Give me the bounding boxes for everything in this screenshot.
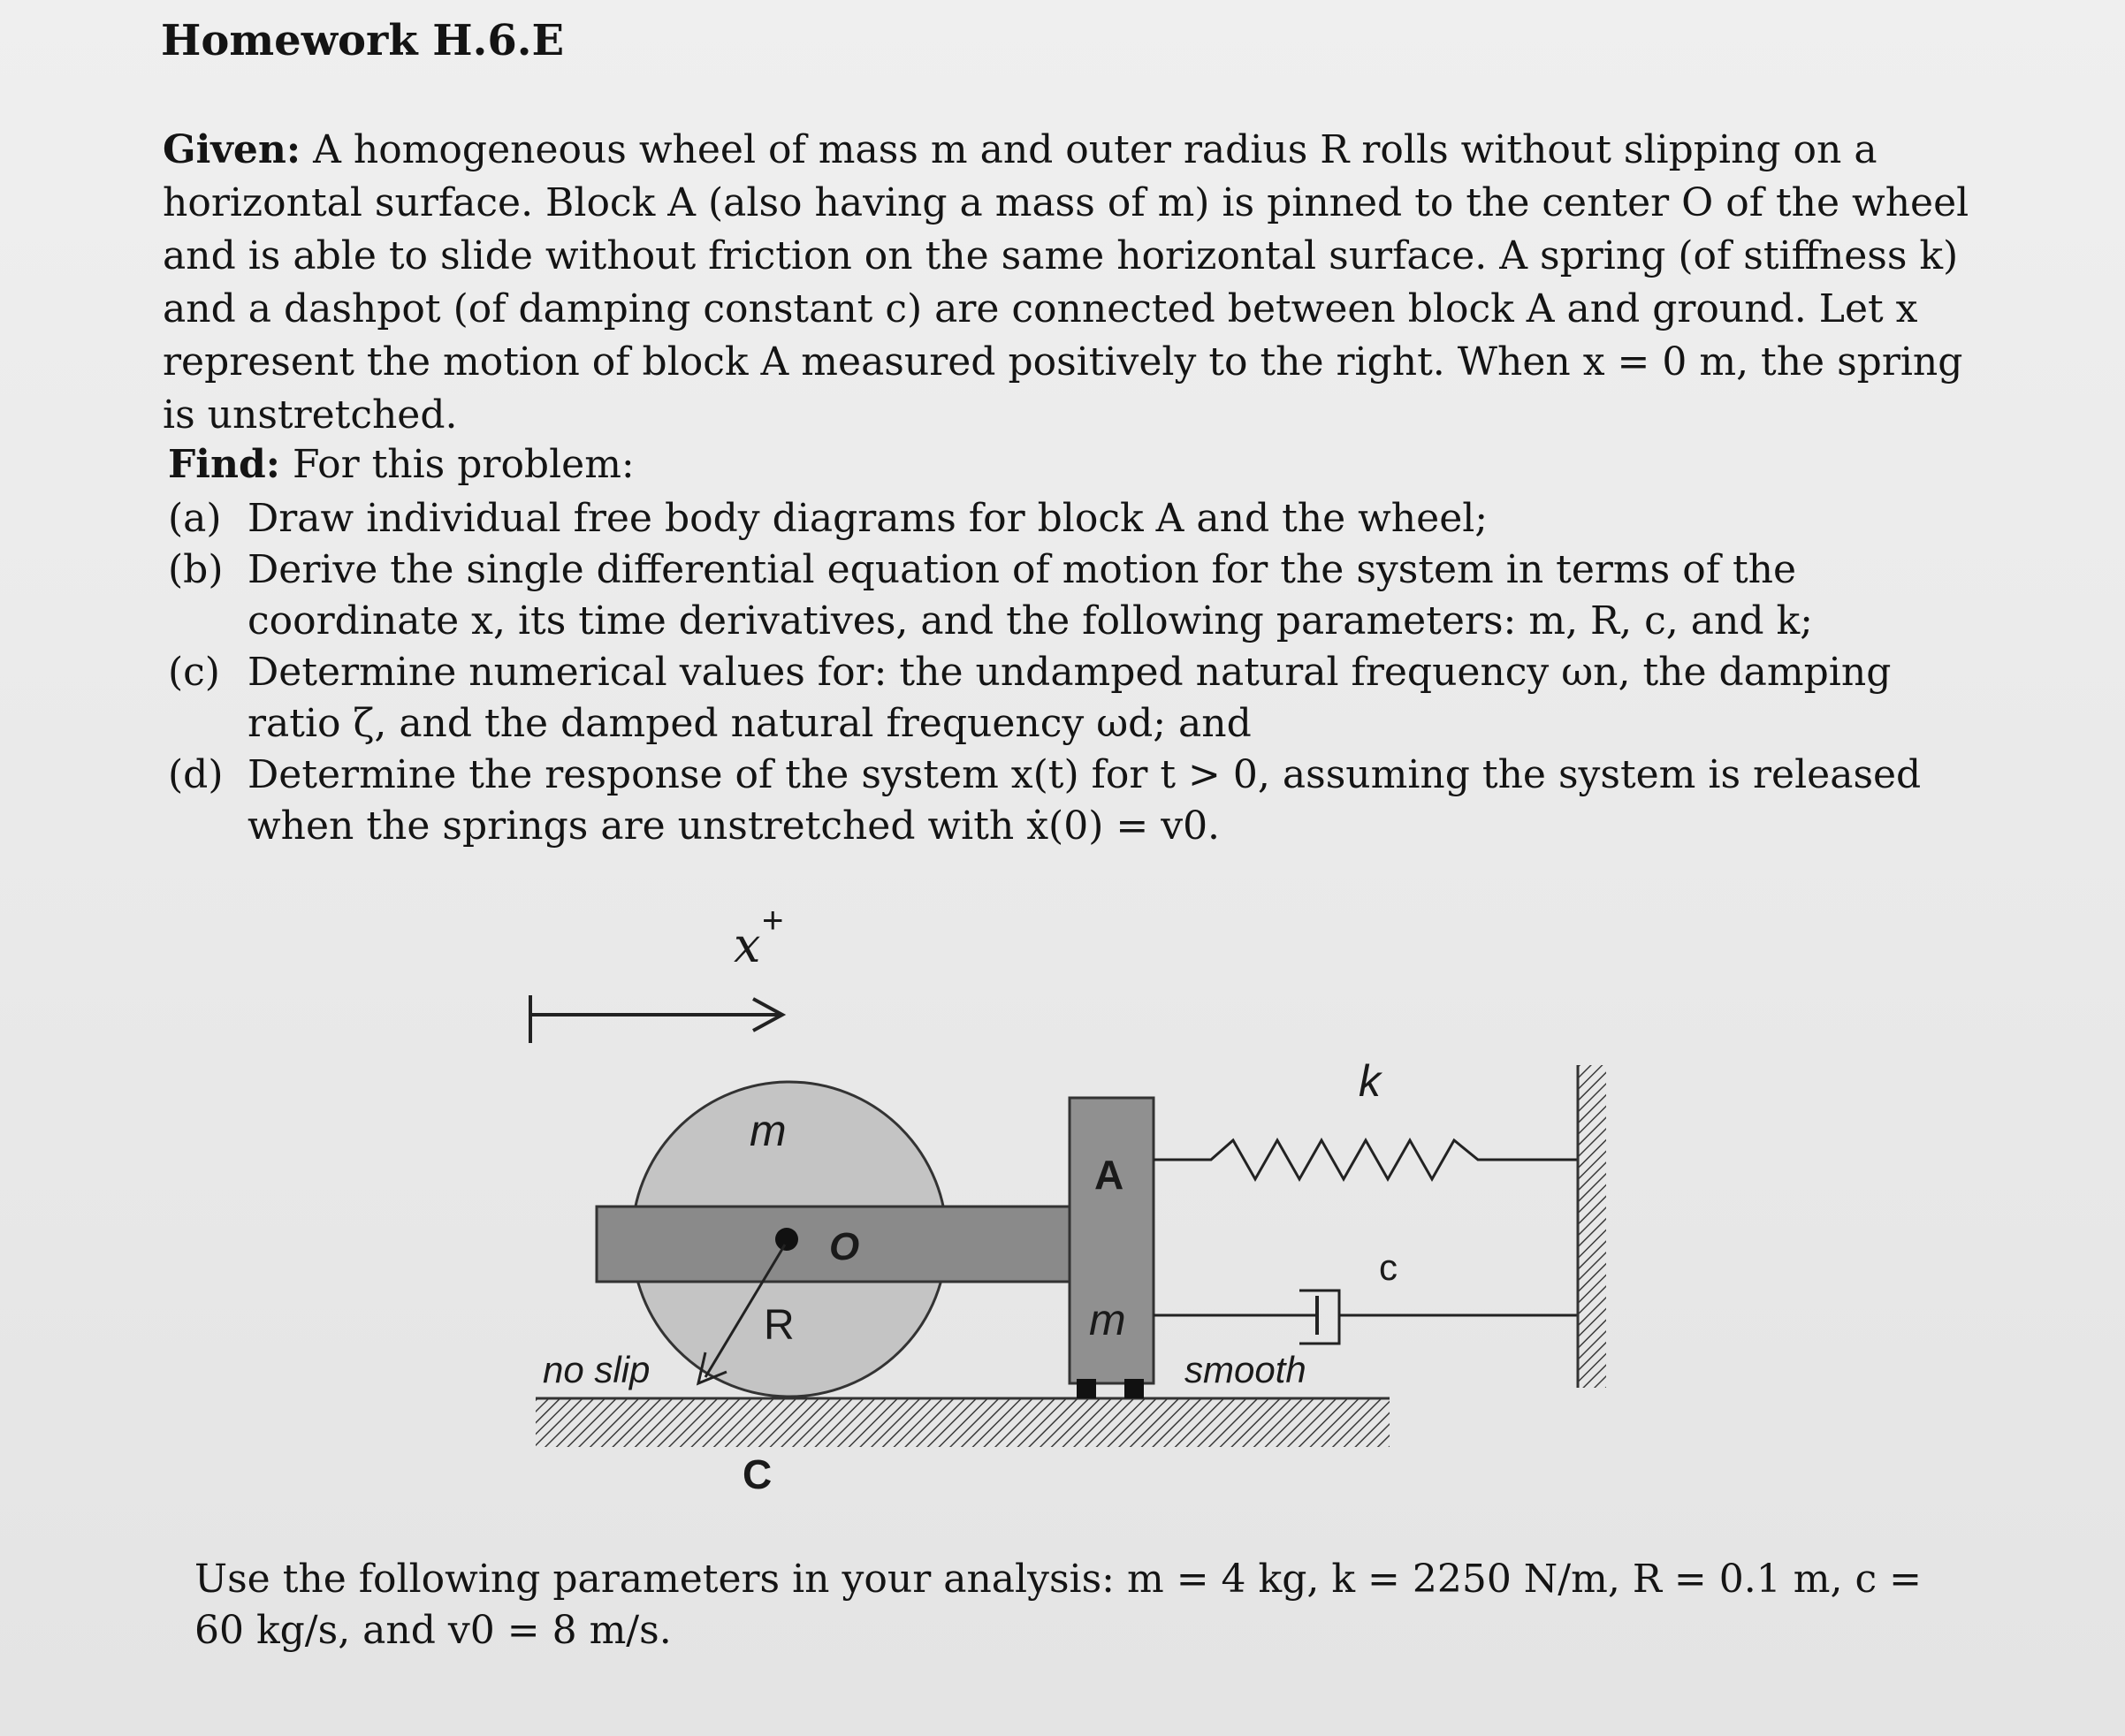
center-label: O xyxy=(829,1225,860,1268)
spring-label: k xyxy=(1359,1056,1381,1106)
find-item-label: (c) xyxy=(168,650,220,695)
page-title: Homework H.6.E xyxy=(161,16,565,65)
wheel-mass-label: m xyxy=(750,1106,787,1155)
x-label: x xyxy=(734,917,761,973)
block-a-label: A xyxy=(1094,1152,1124,1198)
find-item-text: Draw individual free body diagrams for block A and the wheel; xyxy=(248,496,1489,541)
block-mass-label: m xyxy=(1089,1295,1126,1344)
given-text: A homogeneous wheel of mass m and outer radius R rolls without slipping on a horizontal surface. Block A (also having a mass of m) is pinned to the center O of the wheel and is able to slide without friction on the same horizontal surface. A spring (of stiffness k) and a dashpot (of damping constant c) are connected between block A and ground. Let x represent the motion of block A measured positively to the right. When x = 0 m, the spring is unstretched. xyxy=(163,127,1969,438)
find-item-label: (b) xyxy=(168,547,224,592)
x-plus-label: + xyxy=(762,899,784,940)
ground-hatch xyxy=(536,1398,1390,1447)
find-label: Find: xyxy=(168,442,280,487)
find-item-label: (d) xyxy=(168,752,224,797)
find-item-text: Derive the single differential equation of motion for the system in terms of the coordinate x, its time derivatives, and the following parameters: m, R, c, and k; xyxy=(248,547,1813,643)
wall-hatch xyxy=(1578,1065,1606,1388)
given-label: Given: xyxy=(163,127,301,172)
no-slip-label: no slip xyxy=(543,1349,651,1390)
radius-label: R xyxy=(764,1302,795,1349)
block-roller-left xyxy=(1077,1379,1096,1398)
find-item-label: (a) xyxy=(168,496,222,541)
spring xyxy=(1154,1140,1578,1179)
find-item-text: Determine numerical values for: the undamped natural frequency ωn, the damping ratio ζ, and the damped natural frequency ωd; and xyxy=(248,650,1892,746)
block-roller-right xyxy=(1124,1379,1144,1398)
find-intro: For this problem: xyxy=(292,442,635,487)
wheel-center-pin xyxy=(775,1228,798,1251)
smooth-label: smooth xyxy=(1184,1349,1306,1390)
dashpot-cylinder xyxy=(1299,1291,1339,1344)
dashpot-label: c xyxy=(1379,1246,1398,1288)
find-item-text: Determine the response of the system x(t) for t > 0, assuming the system is released when the springs are unstretched with ẋ(0) = v0. xyxy=(248,752,1922,849)
parameters-text: Use the following parameters in your analysis: m = 4 kg, k = 2250 N/m, R = 0.1 m, c = 60 kg/s, and v0 = 8 m/s. xyxy=(194,1557,1922,1653)
contact-point-label: C xyxy=(743,1451,773,1497)
